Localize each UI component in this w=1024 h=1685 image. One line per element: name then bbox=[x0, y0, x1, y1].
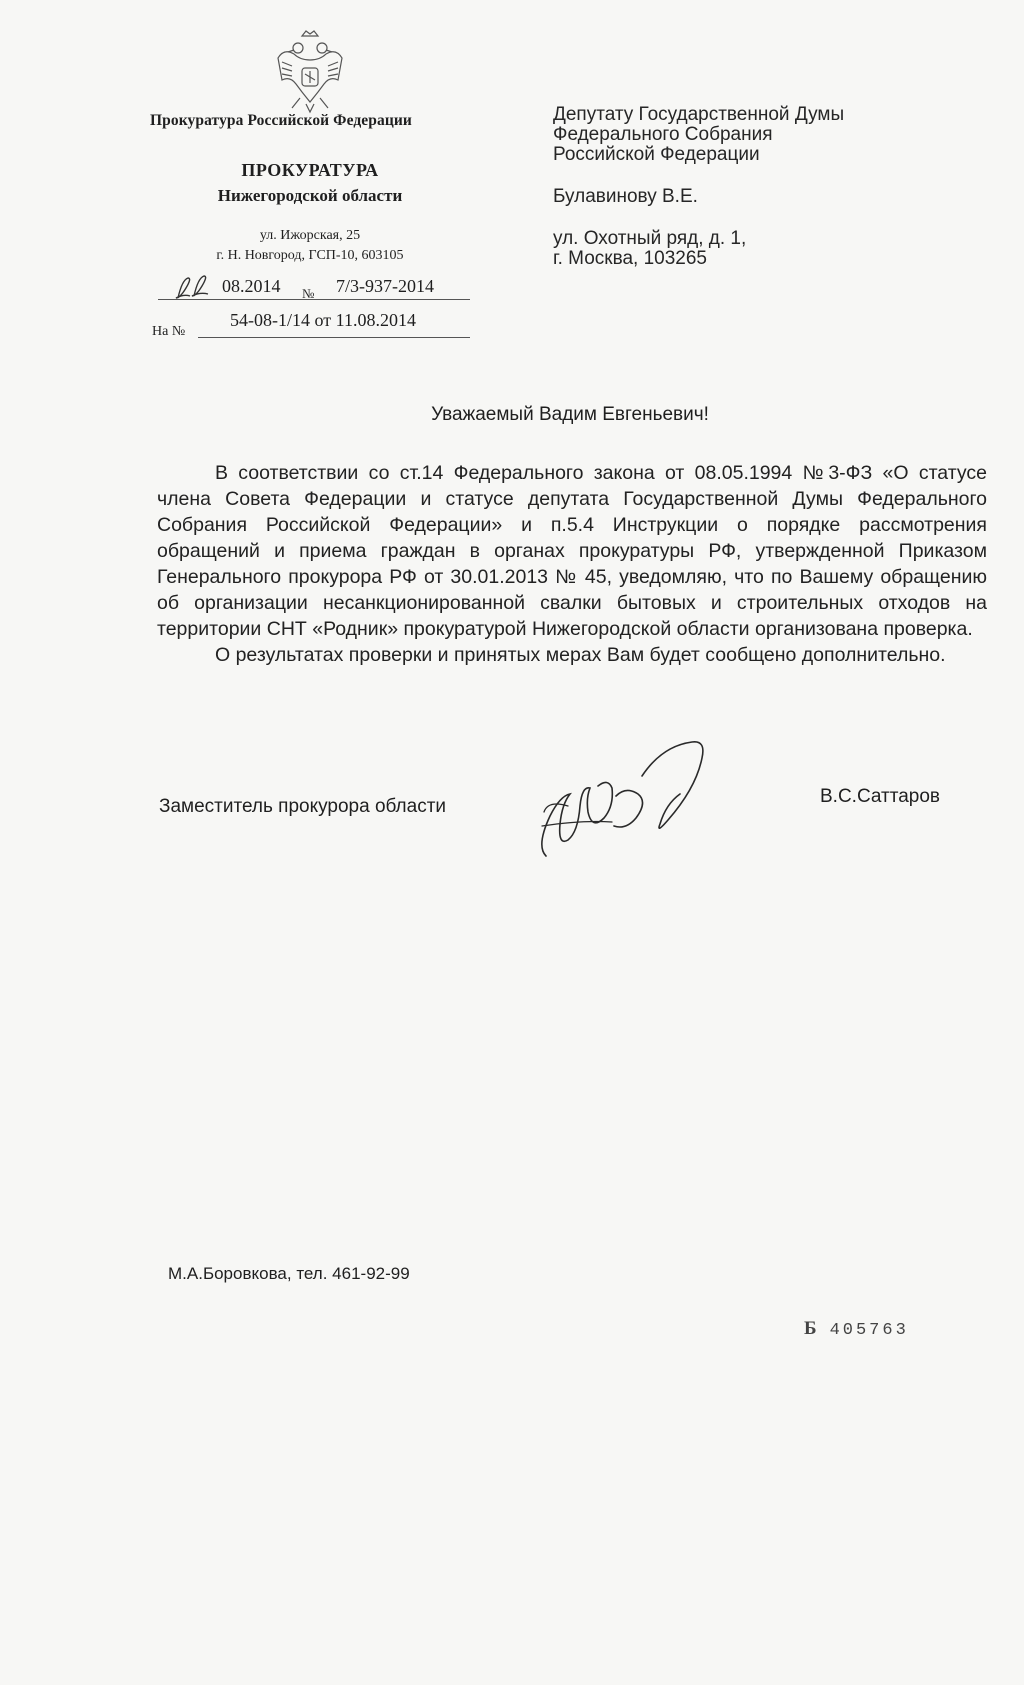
registration-date: 08.2014 bbox=[222, 276, 281, 296]
handwritten-day-mark bbox=[172, 270, 220, 304]
letter-paragraph: О результатах проверки и принятых мерах Вам будет сообщено дополнительно. bbox=[215, 644, 946, 666]
registration-number: 7/3-937-2014 bbox=[336, 276, 434, 296]
recipient-city: г. Москва, 103265 bbox=[553, 248, 707, 269]
sender-region: Нижегородской области bbox=[217, 186, 403, 205]
recipient-street: ул. Охотный ряд, д. 1, bbox=[553, 228, 747, 249]
recipient-line-1: Депутату Государственной Думы bbox=[553, 104, 845, 125]
reference-number: 54-08-1/14 от 11.08.2014 bbox=[230, 310, 416, 330]
recipient-line-3: Российской Федерации bbox=[553, 144, 760, 165]
recipient-line-2: Федерального Собрания bbox=[553, 124, 773, 145]
coat-of-arms-emblem bbox=[272, 28, 348, 116]
form-serial-number bbox=[804, 1318, 909, 1340]
sender-title: ПРОКУРАТУРА bbox=[241, 160, 379, 180]
letter-paragraph: В соответствии со ст.14 Федерального закона от 08.05.1994 №3-ФЗ «О статусе члена Совета Федерации и статусе депутата Государственной Думы Федерального Собрания Российской Федерации» и п.5.4 Инструкции о порядке рассмотрения обращений и приема граждан в органах прокуратуры РФ, утвержденной Приказом Генерального прокурора РФ от 30.01.2013 № 45, уведомляю, что по Вашему обращению об организации несанкционированной свалки бытовых и строительных отходов на территории СНТ «Родник» прокуратурой Нижегородской области организована проверка. bbox=[157, 462, 987, 640]
sender-street: ул. Ижорская, 25 bbox=[259, 228, 361, 243]
letter-greeting: Уважаемый Вадим Евгеньевич! bbox=[431, 404, 709, 425]
serial-digits: 405763 bbox=[829, 1321, 909, 1340]
signatory-position: Заместитель прокурора области bbox=[159, 796, 447, 817]
reference-line bbox=[150, 308, 470, 344]
reference-label: На № bbox=[152, 324, 186, 339]
signatory-name: В.С.Саттаров bbox=[820, 786, 941, 807]
sender-organization: Прокуратура Российской Федерации bbox=[150, 112, 412, 129]
recipient-name: Булавинову В.Е. bbox=[553, 186, 698, 207]
letter-body bbox=[157, 460, 987, 668]
registration-line bbox=[150, 270, 470, 304]
serial-letter: Б bbox=[804, 1318, 820, 1339]
registration-number-label: № bbox=[302, 286, 315, 301]
sender-city: г. Н. Новгород, ГСП-10, 603105 bbox=[216, 248, 404, 263]
handwritten-signature bbox=[532, 736, 742, 876]
executor-contact: М.А.Боровкова, тел. 461-92-99 bbox=[168, 1264, 410, 1283]
